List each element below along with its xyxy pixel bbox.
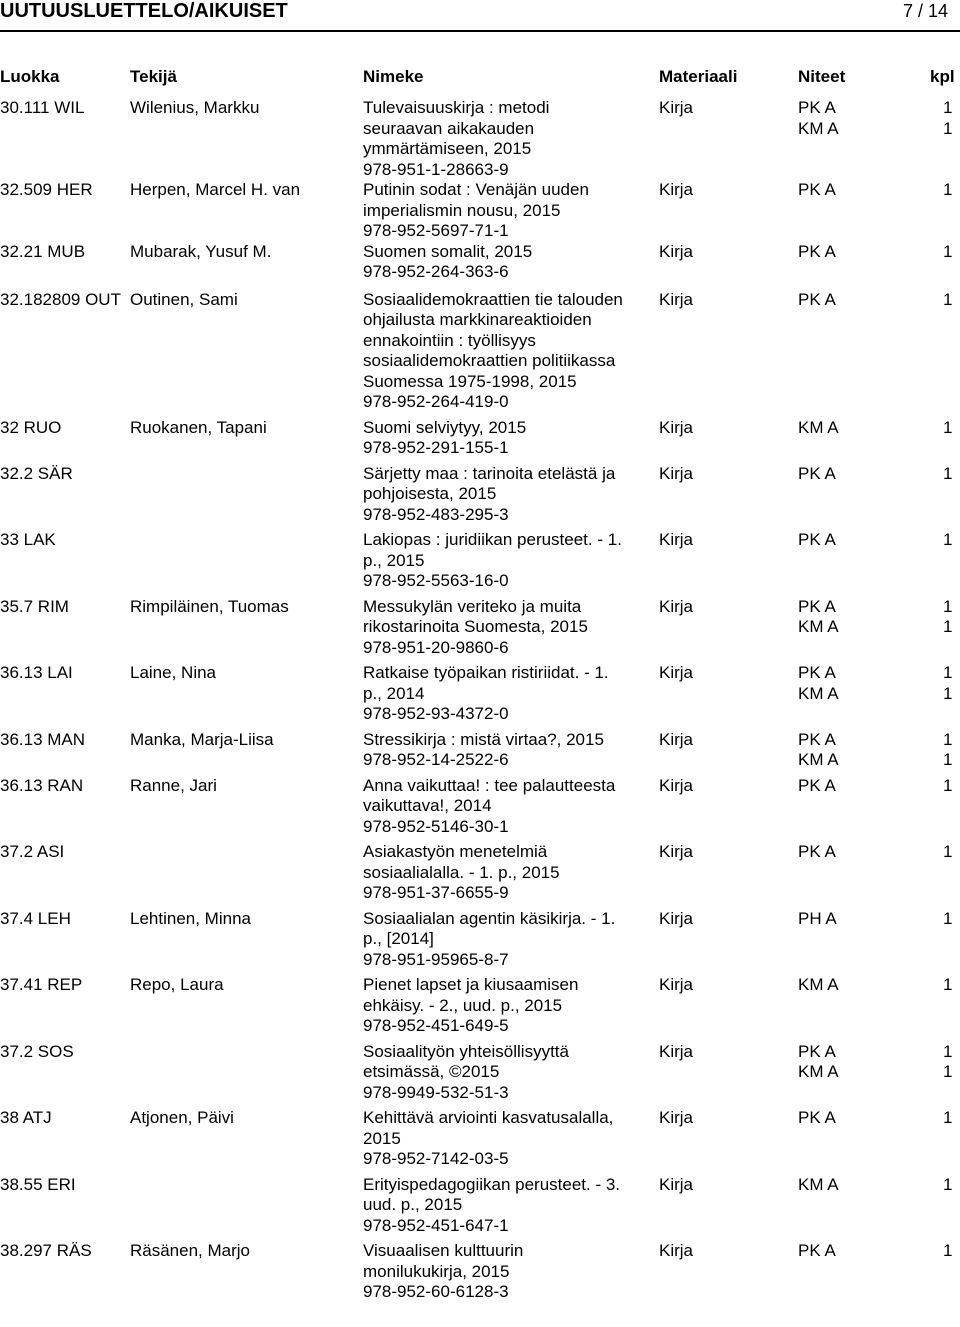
row-isbn: 978-951-1-28663-9 [363, 159, 509, 179]
row-title [363, 180, 653, 242]
row-isbn: 978-952-60-6128-3 [363, 1282, 509, 1301]
holding-line [798, 464, 960, 485]
table-row [0, 1108, 960, 1170]
row-holdings [798, 776, 960, 797]
row-holdings [798, 909, 960, 930]
row-class: 37.4 LEH [0, 908, 71, 928]
row-title-line: monilukukirja, 2015 [363, 1261, 510, 1281]
row-title-line: sosiaalialalla. - 1. p., 2015 [363, 862, 560, 882]
page-number: 7 / 14 [902, 1, 948, 21]
row-holdings [798, 242, 960, 263]
row-title [363, 1108, 653, 1170]
holding-location: PK A [798, 1108, 836, 1127]
column-header-author: Tekijä [130, 67, 177, 86]
holding-count: 1 [943, 1041, 953, 1061]
row-isbn: 978-952-5697-71-1 [363, 221, 509, 240]
row-isbn: 978-952-264-363-6 [363, 262, 509, 281]
column-header-title: Nimeke [363, 67, 424, 86]
holding-count: 1 [943, 417, 953, 437]
row-material: Kirja [659, 842, 694, 861]
row-title [363, 597, 653, 659]
row-author: Rimpiläinen, Tuomas [130, 596, 289, 616]
row-title-line: Sosiaalityön yhteisöllisyyttä [363, 1041, 569, 1061]
row-title-line: uud. p., 2015 [363, 1195, 463, 1214]
row-isbn: 978-952-451-649-5 [363, 1016, 509, 1035]
holding-count: 1 [943, 729, 953, 749]
holding-count: 1 [943, 663, 953, 682]
row-author: Lehtinen, Minna [130, 908, 251, 928]
row-material: Kirja [659, 775, 694, 795]
row-title-line: pohjoisesta, 2015 [363, 484, 497, 503]
table-row [0, 242, 960, 283]
holding-count: 1 [943, 617, 953, 636]
row-class: 36.13 RAN [0, 775, 84, 795]
holding-line [798, 1062, 960, 1083]
row-material: Kirja [659, 289, 694, 309]
holding-location: KM A [798, 1174, 839, 1194]
row-holdings [798, 464, 960, 485]
row-class: 38.55 ERI [0, 1174, 76, 1194]
table-row [0, 1042, 960, 1104]
column-header-class: Luokka [0, 67, 60, 86]
row-isbn: 978-952-264-419-0 [363, 392, 509, 411]
row-author: Ranne, Jari [130, 775, 217, 795]
row-class: 32.509 HER [0, 180, 93, 199]
row-title [363, 776, 653, 838]
row-material: Kirja [659, 1174, 694, 1194]
row-author: Herpen, Marcel H. van [130, 180, 301, 199]
holding-count: 1 [943, 1241, 953, 1260]
holding-count: 1 [943, 683, 953, 703]
holding-location: PK A [798, 241, 836, 261]
row-holdings [798, 730, 960, 771]
holding-location: PK A [798, 180, 836, 199]
row-holdings [798, 975, 960, 996]
row-author: Outinen, Sami [130, 289, 238, 309]
row-title-line: ohjailusta markkinareaktioiden [363, 310, 592, 329]
holding-count: 1 [943, 530, 953, 549]
holding-line [798, 1241, 960, 1262]
table-row [0, 464, 960, 526]
holding-location: PK A [798, 1041, 836, 1061]
table-row [0, 1175, 960, 1237]
row-material: Kirja [659, 417, 694, 437]
row-holdings [798, 1241, 960, 1262]
row-title-line: Sosiaalialan agentin käsikirja. - 1. [363, 908, 616, 928]
row-isbn: 978-951-37-6655-9 [363, 883, 509, 902]
holding-count: 1 [943, 975, 953, 994]
row-title-line: Stressikirja : mistä virtaa?, 2015 [363, 729, 604, 749]
holding-location: KM A [798, 750, 839, 769]
row-title-line: p., [2014] [363, 929, 434, 948]
row-isbn: 978-952-14-2522-6 [363, 750, 509, 769]
row-author: Räsänen, Marjo [130, 1241, 251, 1260]
row-title [363, 1042, 653, 1104]
row-class: 30.111 WIL [0, 98, 85, 117]
row-title-line: 2015 [363, 1128, 401, 1148]
row-author: Atjonen, Päivi [130, 1108, 234, 1127]
catalog-list [0, 98, 960, 1303]
row-title [363, 975, 653, 1037]
row-holdings [798, 842, 960, 863]
holding-count: 1 [943, 1174, 953, 1194]
row-title-line: Erityispedagogiikan perusteet. - 3. [363, 1174, 621, 1194]
row-isbn: 978-951-95965-8-7 [363, 949, 509, 969]
row-title-line: ehkäisy. - 2., uud. p., 2015 [363, 995, 563, 1015]
row-title-line: vaikuttava!, 2014 [363, 796, 492, 815]
holding-location: KM A [798, 975, 839, 994]
row-title-line: Suomi selviytyy, 2015 [363, 417, 527, 437]
row-title-line: Asiakastyön menetelmiä [363, 842, 548, 861]
row-holdings [798, 597, 960, 638]
row-title [363, 242, 653, 283]
row-material: Kirja [659, 530, 694, 549]
row-title-line: imperialismin nousu, 2015 [363, 200, 561, 220]
row-title-line: rikostarinoita Suomesta, 2015 [363, 617, 588, 636]
holding-line [798, 119, 960, 140]
row-title-line: Pienet lapset ja kiusaamisen [363, 975, 579, 994]
row-title-line: Lakiopas : juridiikan perusteet. - 1. [363, 530, 622, 549]
row-title-line: Tulevaisuuskirja : metodi [363, 98, 550, 117]
row-title-line: ymmärtämiseen, 2015 [363, 139, 532, 158]
holding-line [798, 730, 960, 751]
table-row [0, 842, 960, 904]
holding-line [798, 776, 960, 797]
holding-line [798, 684, 960, 705]
holding-count: 1 [943, 1108, 953, 1127]
row-isbn: 978-952-291-155-1 [363, 438, 509, 457]
row-isbn: 978-952-451-647-1 [363, 1215, 509, 1235]
row-holdings [798, 290, 960, 311]
holding-line [798, 975, 960, 996]
holding-count: 1 [943, 596, 953, 616]
holding-line [798, 180, 960, 201]
table-row [0, 418, 960, 459]
holding-count: 1 [943, 775, 953, 795]
table-row [0, 1241, 960, 1303]
holding-line [798, 617, 960, 638]
row-material: Kirja [659, 463, 694, 483]
column-header-count: kpl [930, 67, 955, 86]
row-title-line: Särjetty maa : tarinoita etelästä ja [363, 463, 616, 483]
row-title [363, 464, 653, 526]
table-row [0, 975, 960, 1037]
row-title-line: Anna vaikuttaa! : tee palautteesta [363, 775, 616, 795]
table-row [0, 530, 960, 592]
row-holdings [798, 98, 960, 139]
row-title-line: p., 2014 [363, 683, 425, 703]
holding-line [798, 750, 960, 771]
table-row [0, 776, 960, 838]
row-author: Ruokanen, Tapani [130, 417, 267, 437]
row-holdings [798, 1042, 960, 1083]
row-title [363, 730, 653, 771]
row-title-line: etsimässä, ©2015 [363, 1062, 500, 1081]
holding-count: 1 [943, 750, 953, 769]
row-material: Kirja [659, 908, 694, 928]
holding-line [798, 597, 960, 618]
row-author: Mubarak, Yusuf M. [130, 241, 272, 261]
holding-location: PK A [798, 596, 836, 616]
holding-line [798, 530, 960, 551]
row-title-line: seuraavan aikakauden [363, 118, 535, 138]
row-title [363, 290, 653, 413]
holding-count: 1 [943, 842, 953, 861]
row-title [363, 842, 653, 904]
holding-location: KM A [798, 617, 839, 636]
table-row [0, 180, 960, 242]
row-author: Manka, Marja-Liisa [130, 729, 274, 749]
row-material: Kirja [659, 975, 694, 994]
holding-location: PK A [798, 842, 836, 861]
row-title-line: Ratkaise työpaikan ristiriidat. - 1. [363, 663, 609, 682]
column-header-material: Materiaali [659, 67, 738, 86]
row-class: 36.13 MAN [0, 729, 86, 749]
holding-count: 1 [943, 241, 953, 261]
holding-location: PK A [798, 463, 836, 483]
holding-count: 1 [943, 289, 953, 309]
row-title-line: Suomen somalit, 2015 [363, 241, 533, 261]
row-class: 32.21 MUB [0, 241, 86, 261]
holding-location: KM A [798, 118, 839, 138]
holding-count: 1 [943, 908, 953, 928]
holding-location: PH A [798, 908, 837, 928]
row-class: 32.2 SÄR [0, 463, 73, 483]
row-class: 32.182809 OUT [0, 289, 121, 309]
row-holdings [798, 180, 960, 201]
row-class: 33 LAK [0, 530, 56, 549]
row-isbn: 978-951-20-9860-6 [363, 637, 509, 657]
row-title-line: Sosiaalidemokraattien tie talouden [363, 289, 623, 309]
holding-line [798, 842, 960, 863]
row-holdings [798, 418, 960, 439]
holding-line [798, 98, 960, 119]
row-title-line: ennakointiin : työllisyys [363, 330, 536, 350]
row-title [363, 418, 653, 459]
row-material: Kirja [659, 241, 694, 261]
page-title: UUTUUSLUETTELO/AIKUISET [0, 0, 288, 22]
holding-line [798, 290, 960, 311]
row-class: 37.2 ASI [0, 842, 65, 861]
holding-count: 1 [943, 1062, 953, 1081]
holding-location: KM A [798, 683, 839, 703]
row-title-line: Messukylän veriteko ja muita [363, 596, 582, 616]
table-row [0, 290, 960, 413]
row-class: 38 ATJ [0, 1108, 52, 1127]
holding-location: PK A [798, 289, 836, 309]
holding-line [798, 418, 960, 439]
table-row [0, 663, 960, 725]
row-title-line: p., 2015 [363, 550, 425, 570]
holding-location: PK A [798, 530, 836, 549]
holding-location: KM A [798, 417, 839, 437]
table-row [0, 98, 960, 180]
row-material: Kirja [659, 98, 694, 117]
holding-line [798, 242, 960, 263]
column-header-notes: Niteet [798, 67, 846, 86]
holding-line [798, 1175, 960, 1196]
table-row [0, 597, 960, 659]
row-title-line: Putinin sodat : Venäjän uuden [363, 180, 589, 199]
row-isbn: 978-952-483-295-3 [363, 504, 509, 524]
row-title-line: Kehittävä arviointi kasvatusalalla, [363, 1108, 614, 1127]
holding-line [798, 1108, 960, 1129]
row-class: 37.2 SOS [0, 1041, 74, 1061]
row-title [363, 1241, 653, 1303]
row-author: Wilenius, Markku [130, 98, 260, 117]
row-holdings [798, 663, 960, 704]
holding-count: 1 [943, 463, 953, 483]
row-isbn: 978-952-5563-16-0 [363, 571, 509, 590]
holding-count: 1 [943, 98, 953, 117]
row-material: Kirja [659, 729, 694, 749]
row-class: 38.297 RÄS [0, 1241, 92, 1260]
holding-line [798, 909, 960, 930]
row-author: Laine, Nina [130, 663, 217, 682]
row-title [363, 663, 653, 725]
row-title [363, 530, 653, 592]
holding-location: KM A [798, 1062, 839, 1081]
row-author: Repo, Laura [130, 975, 224, 994]
row-isbn: 978-952-7142-03-5 [363, 1149, 509, 1168]
row-material: Kirja [659, 1041, 694, 1061]
row-material: Kirja [659, 596, 694, 616]
holding-count: 1 [943, 180, 953, 199]
row-class: 37.41 REP [0, 975, 83, 994]
row-class: 36.13 LAI [0, 663, 73, 682]
holding-location: PK A [798, 98, 836, 117]
holding-location: PK A [798, 663, 836, 682]
holding-location: PK A [798, 775, 836, 795]
row-title-line: Suomessa 1975-1998, 2015 [363, 371, 577, 391]
row-title [363, 1175, 653, 1237]
row-title [363, 909, 653, 971]
row-holdings [798, 1175, 960, 1196]
row-class: 35.7 RIM [0, 596, 69, 616]
holding-location: PK A [798, 1241, 836, 1260]
row-holdings [798, 1108, 960, 1129]
row-isbn: 978-952-93-4372-0 [363, 704, 509, 723]
table-row [0, 730, 960, 771]
row-class: 32 RUO [0, 417, 62, 437]
row-isbn: 978-952-5146-30-1 [363, 816, 509, 836]
row-holdings [798, 530, 960, 551]
row-material: Kirja [659, 1108, 694, 1127]
column-header-row [0, 67, 960, 89]
row-isbn: 978-9949-532-51-3 [363, 1082, 509, 1102]
row-title-line: sosiaalidemokraattien politiikassa [363, 351, 616, 370]
holding-line [798, 1042, 960, 1063]
row-material: Kirja [659, 1241, 694, 1260]
row-title [363, 98, 653, 180]
holding-line [798, 663, 960, 684]
holding-count: 1 [943, 118, 953, 138]
row-material: Kirja [659, 180, 694, 199]
holding-location: PK A [798, 729, 836, 749]
row-title-line: Visuaalisen kulttuurin [363, 1241, 524, 1260]
table-row [0, 909, 960, 971]
header-rule [0, 30, 960, 32]
row-material: Kirja [659, 663, 694, 682]
